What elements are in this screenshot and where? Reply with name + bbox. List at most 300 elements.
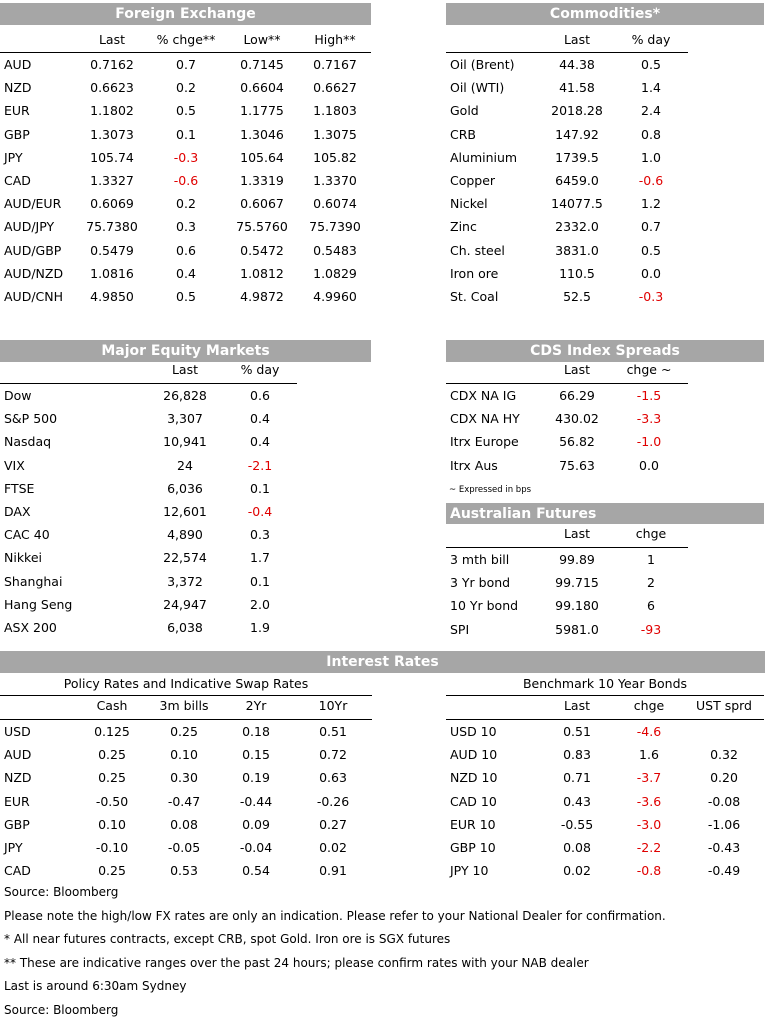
equity-row xyxy=(0,616,371,639)
commodity-row xyxy=(446,285,764,308)
equity-index: DAX xyxy=(4,504,31,519)
bond-name: JPY 10 xyxy=(450,863,489,879)
cds-index: CDX NA IG xyxy=(450,388,517,403)
fx-low: 1.1775 xyxy=(240,103,284,119)
commodity-last: 3831.0 xyxy=(555,242,599,258)
commodity-last: 1739.5 xyxy=(555,149,599,165)
fx-header-last: Last xyxy=(98,32,126,47)
equity-row xyxy=(0,570,371,593)
equity-day: 0.4 xyxy=(250,411,270,427)
policy-header-2yr: 2Yr xyxy=(245,698,267,713)
fx-row xyxy=(0,262,371,285)
equity-row xyxy=(0,523,371,546)
policy-10yr: 0.27 xyxy=(319,816,347,832)
policy-row xyxy=(0,766,372,789)
commodity-name: Aluminium xyxy=(450,149,518,165)
policy-3m-bills: 0.25 xyxy=(170,724,198,739)
equity-last: 3,372 xyxy=(167,573,203,589)
interest-divider-left xyxy=(0,695,372,696)
cds-col-headers xyxy=(446,361,764,383)
equity-day: 0.3 xyxy=(250,527,270,543)
fx-high: 1.3075 xyxy=(313,126,357,142)
bond-row xyxy=(446,720,764,743)
equity-last: 12,601 xyxy=(163,504,207,519)
policy-row xyxy=(0,836,372,859)
equity-last: 6,036 xyxy=(167,480,203,496)
policy-2yr: 0.54 xyxy=(242,863,270,879)
fx-last: 1.3327 xyxy=(90,173,134,188)
fx-low: 0.6604 xyxy=(240,80,284,96)
fx-chge: 0.2 xyxy=(176,80,196,96)
fx-high: 0.6627 xyxy=(313,80,357,96)
commodity-day: 0.5 xyxy=(641,57,661,72)
policy-3m-bills: 0.30 xyxy=(170,770,198,786)
bond-ust-spread: 0.32 xyxy=(710,747,738,763)
equity-row xyxy=(0,500,371,523)
bond-name: AUD 10 xyxy=(450,747,498,763)
bond-ust-spread: -0.49 xyxy=(707,863,741,879)
fx-title: Foreign Exchange xyxy=(0,3,371,26)
commodity-last: 14077.5 xyxy=(551,196,603,212)
fx-last: 0.6623 xyxy=(90,80,134,96)
interest-divider-right xyxy=(446,695,764,696)
equity-row xyxy=(0,593,371,616)
cds-last: 66.29 xyxy=(559,388,595,403)
equity-index: ASX 200 xyxy=(4,620,57,635)
fx-high: 1.1803 xyxy=(313,103,357,119)
commodity-name: CRB xyxy=(450,126,476,142)
bond-last: 0.71 xyxy=(563,770,591,786)
equity-index: Nikkei xyxy=(4,550,43,566)
fx-row xyxy=(0,123,371,146)
commodity-day: 0.7 xyxy=(641,219,661,235)
futures-chge: 1 xyxy=(647,552,655,567)
commodity-name: Ch. steel xyxy=(450,242,505,258)
cds-last: 75.63 xyxy=(559,457,595,473)
cds-chge: -1.0 xyxy=(636,434,662,450)
fx-row xyxy=(0,146,371,169)
fx-high: 0.6074 xyxy=(313,196,357,212)
fx-low: 75.5760 xyxy=(236,219,288,235)
futures-last: 99.180 xyxy=(555,598,599,614)
commodity-row xyxy=(446,146,764,169)
fx-row xyxy=(0,215,371,238)
cds-chge: -3.3 xyxy=(636,411,662,427)
equity-last: 24 xyxy=(177,457,193,473)
footnote-line: Source: Bloomberg xyxy=(4,1003,119,1017)
policy-10yr: 0.63 xyxy=(319,770,347,786)
policy-row xyxy=(0,720,372,743)
cds-last: 56.82 xyxy=(559,434,595,450)
bond-name: EUR 10 xyxy=(450,816,496,832)
policy-10yr: 0.02 xyxy=(319,840,347,855)
fx-row xyxy=(0,192,371,215)
policy-2yr: 0.19 xyxy=(242,770,270,786)
fx-low: 0.7145 xyxy=(240,57,284,72)
commodity-row xyxy=(446,239,764,262)
fx-col-headers xyxy=(0,30,371,52)
cds-title: CDS Index Spreads xyxy=(446,340,764,363)
fx-last: 4.9850 xyxy=(90,289,134,304)
fx-chge: 0.7 xyxy=(176,57,196,72)
interest-title: Interest Rates xyxy=(0,651,765,674)
equity-day: 2.0 xyxy=(250,596,270,612)
commodity-last: 110.5 xyxy=(559,265,595,281)
policy-currency: CAD xyxy=(4,863,31,879)
fx-high: 1.0829 xyxy=(313,265,357,281)
fx-row xyxy=(0,53,371,76)
fx-row xyxy=(0,99,371,122)
bond-ust-spread: -0.08 xyxy=(707,793,741,809)
fx-pair: AUD/EUR xyxy=(4,196,62,212)
policy-currency: AUD xyxy=(4,747,32,763)
cds-row xyxy=(446,454,764,477)
fx-pair: JPY xyxy=(4,149,23,165)
fx-pair: AUD/NZD xyxy=(4,265,64,281)
bonds-header-sprd: UST sprd xyxy=(696,698,752,713)
futures-row xyxy=(446,571,764,594)
fx-low: 105.64 xyxy=(240,149,284,165)
fx-last: 75.7380 xyxy=(86,219,138,235)
fx-chge: 0.5 xyxy=(176,289,196,304)
bond-last: 0.51 xyxy=(563,724,591,739)
equity-row xyxy=(0,477,371,500)
commodity-name: Zinc xyxy=(450,219,477,235)
fx-row xyxy=(0,169,371,192)
commodity-day: -0.6 xyxy=(638,173,664,188)
cds-chge: 0.0 xyxy=(639,457,659,473)
policy-header-bills: 3m bills xyxy=(159,698,209,713)
policy-3m-bills: -0.47 xyxy=(167,793,201,809)
equity-last: 6,038 xyxy=(167,620,203,635)
commodity-row xyxy=(446,192,764,215)
fx-chge: 0.6 xyxy=(176,242,196,258)
bond-name: NZD 10 xyxy=(450,770,498,786)
fx-last: 105.74 xyxy=(90,149,134,165)
equity-index: S&P 500 xyxy=(4,411,58,427)
futures-chge: 2 xyxy=(647,575,655,591)
commodity-last: 52.5 xyxy=(563,289,591,304)
cds-header-chge: chge ~ xyxy=(626,362,672,377)
policy-row xyxy=(0,743,372,766)
commodities-col-headers xyxy=(446,30,764,52)
commodity-row xyxy=(446,53,764,76)
commodity-row xyxy=(446,99,764,122)
commodity-last: 44.38 xyxy=(559,57,595,72)
fx-high: 4.9960 xyxy=(313,289,357,304)
commodity-name: Gold xyxy=(450,103,479,119)
futures-chge: -93 xyxy=(640,621,662,637)
cds-row xyxy=(446,430,764,453)
fx-chge: 0.4 xyxy=(176,265,196,281)
futures-contract: 10 Yr bond xyxy=(450,598,519,614)
policy-3m-bills: -0.05 xyxy=(167,840,201,855)
equity-row xyxy=(0,407,371,430)
bond-ust-spread: 0.20 xyxy=(710,770,738,786)
equity-row xyxy=(0,454,371,477)
fx-chge: -0.6 xyxy=(173,173,199,188)
fx-header-low: Low** xyxy=(243,32,281,47)
fx-last: 1.0816 xyxy=(90,265,134,281)
fx-chge: 0.3 xyxy=(176,219,196,235)
aus-futures-title: Australian Futures xyxy=(446,503,764,525)
fx-last: 0.5479 xyxy=(90,242,134,258)
equity-index: VIX xyxy=(4,457,25,473)
footnote-line: ** These are indicative ranges over the past 24 hours; please confirm rates with your NAB dealer xyxy=(4,955,589,970)
commodity-name: St. Coal xyxy=(450,289,499,304)
equity-day: 0.1 xyxy=(250,480,270,496)
policy-10yr: 0.51 xyxy=(319,724,347,739)
equity-day: -2.1 xyxy=(247,457,273,473)
fx-low: 0.6067 xyxy=(240,196,284,212)
equity-day: -0.4 xyxy=(247,504,273,519)
equity-day: 1.7 xyxy=(250,550,270,566)
commodity-row xyxy=(446,76,764,99)
policy-2yr: -0.44 xyxy=(239,793,273,809)
bond-row xyxy=(446,813,764,836)
aus-futures-header-last: Last xyxy=(563,526,591,541)
commodity-day: 1.4 xyxy=(641,80,661,96)
policy-3m-bills: 0.08 xyxy=(170,816,198,832)
policy-3m-bills: 0.10 xyxy=(170,747,198,763)
cds-index: Itrx Europe xyxy=(450,434,519,450)
fx-row xyxy=(0,239,371,262)
equity-index: Dow xyxy=(4,388,32,403)
fx-low: 1.3319 xyxy=(240,173,284,188)
policy-currency: GBP xyxy=(4,816,30,832)
equity-col-headers xyxy=(0,361,371,383)
futures-row xyxy=(446,594,764,617)
bonds-title: Benchmark 10 Year Bonds xyxy=(522,676,688,691)
fx-pair: AUD xyxy=(4,57,32,72)
commodity-row xyxy=(446,169,764,192)
futures-last: 5981.0 xyxy=(555,621,599,637)
bond-row xyxy=(446,743,764,766)
fx-low: 0.5472 xyxy=(240,242,284,258)
bonds-col-headers xyxy=(446,697,764,719)
fx-high: 105.82 xyxy=(313,149,357,165)
fx-chge: 0.1 xyxy=(176,126,196,142)
policy-cash: -0.50 xyxy=(95,793,129,809)
bond-last: 0.43 xyxy=(563,793,591,809)
cds-footnote: ~ Expressed in bps xyxy=(449,485,532,495)
fx-high: 75.7390 xyxy=(309,219,361,235)
fx-last: 1.3073 xyxy=(90,126,134,142)
equity-last: 22,574 xyxy=(163,550,207,566)
commodity-last: 41.58 xyxy=(559,80,595,96)
equity-index: Shanghai xyxy=(4,573,63,589)
fx-pair: GBP xyxy=(4,126,30,142)
equity-index: CAC 40 xyxy=(4,527,50,543)
equity-title: Major Equity Markets xyxy=(0,340,371,363)
fx-low: 1.0812 xyxy=(240,265,284,281)
futures-contract: 3 mth bill xyxy=(450,552,510,567)
fx-chge: 0.2 xyxy=(176,196,196,212)
commodity-row xyxy=(446,215,764,238)
policy-cash: 0.25 xyxy=(98,863,126,879)
footnote-line: Please note the high/low FX rates are only an indication. Please refer to your National Dealer for confirmation. xyxy=(4,908,666,923)
bond-chge: 1.6 xyxy=(639,747,659,763)
futures-row xyxy=(446,548,764,571)
bond-name: CAD 10 xyxy=(450,793,497,809)
bonds-header-chge: chge xyxy=(633,698,665,713)
cds-header-last: Last xyxy=(563,362,591,377)
cds-row xyxy=(446,384,764,407)
fx-pair: EUR xyxy=(4,103,30,119)
equity-last: 4,890 xyxy=(167,527,203,543)
equity-header-day: % day xyxy=(240,362,280,377)
equity-header-last: Last xyxy=(171,362,199,377)
policy-title: Policy Rates and Indicative Swap Rates xyxy=(63,676,309,691)
commodity-day: -0.3 xyxy=(638,289,664,304)
equity-index: FTSE xyxy=(4,480,35,496)
equity-last: 24,947 xyxy=(163,596,207,612)
commodities-header-last: Last xyxy=(563,32,591,47)
commodity-day: 0.5 xyxy=(641,242,661,258)
equity-day: 0.4 xyxy=(250,434,270,450)
bond-row xyxy=(446,766,764,789)
policy-cash: 0.25 xyxy=(98,747,126,763)
equity-index: Hang Seng xyxy=(4,596,73,612)
cds-index: Itrx Aus xyxy=(450,457,498,473)
policy-2yr: -0.04 xyxy=(239,840,273,855)
equity-row xyxy=(0,384,371,407)
commodity-name: Oil (Brent) xyxy=(450,57,515,72)
fx-header-chge: % chge** xyxy=(156,32,216,47)
aus-futures-col-headers xyxy=(446,525,764,547)
cds-index: CDX NA HY xyxy=(450,411,520,427)
fx-high: 0.7167 xyxy=(313,57,357,72)
policy-col-headers xyxy=(0,697,372,719)
policy-currency: NZD xyxy=(4,770,32,786)
fx-low: 1.3046 xyxy=(240,126,284,142)
bond-last: -0.55 xyxy=(560,816,594,832)
bond-chge: -4.6 xyxy=(636,724,662,739)
policy-row xyxy=(0,859,372,882)
bond-last: 0.08 xyxy=(563,840,591,855)
footnote-line: Source: Bloomberg xyxy=(4,885,119,899)
fx-pair: AUD/CNH xyxy=(4,289,64,304)
equity-index: Nasdaq xyxy=(4,434,52,450)
bond-row xyxy=(446,859,764,882)
policy-header-10yr: 10Yr xyxy=(318,698,348,713)
policy-header-cash: Cash xyxy=(96,698,128,713)
fx-chge: -0.3 xyxy=(173,149,199,165)
policy-currency: JPY xyxy=(4,840,23,855)
bond-chge: -0.8 xyxy=(636,863,662,879)
fx-row xyxy=(0,76,371,99)
fx-chge: 0.5 xyxy=(176,103,196,119)
futures-contract: SPI xyxy=(450,621,470,637)
equity-row xyxy=(0,430,371,453)
bond-chge: -3.7 xyxy=(636,770,662,786)
cds-chge: -1.5 xyxy=(636,388,662,403)
bond-name: USD 10 xyxy=(450,724,497,739)
futures-chge: 6 xyxy=(647,598,655,614)
policy-2yr: 0.09 xyxy=(242,816,270,832)
policy-10yr: -0.26 xyxy=(316,793,350,809)
commodity-day: 1.2 xyxy=(641,196,661,212)
commodity-name: Nickel xyxy=(450,196,488,212)
policy-row xyxy=(0,813,372,836)
fx-high: 0.5483 xyxy=(313,242,357,258)
policy-currency: USD xyxy=(4,724,31,739)
aus-futures-header-chge: chge xyxy=(635,526,667,541)
commodities-header-day: % day xyxy=(631,32,671,47)
bond-name: GBP 10 xyxy=(450,840,496,855)
policy-cash: -0.10 xyxy=(95,840,129,855)
fx-last: 1.1802 xyxy=(90,103,134,119)
equity-day: 0.1 xyxy=(250,573,270,589)
commodity-row xyxy=(446,123,764,146)
commodity-last: 6459.0 xyxy=(555,173,599,188)
bonds-header-last: Last xyxy=(563,698,591,713)
bond-row xyxy=(446,836,764,859)
fx-high: 1.3370 xyxy=(313,173,357,188)
fx-last: 0.7162 xyxy=(90,57,134,72)
policy-2yr: 0.18 xyxy=(242,724,270,739)
fx-pair: AUD/GBP xyxy=(4,242,62,258)
fx-header-high: High** xyxy=(314,32,356,47)
equity-day: 1.9 xyxy=(250,620,270,635)
policy-currency: EUR xyxy=(4,793,30,809)
fx-pair: NZD xyxy=(4,80,32,96)
equity-last: 3,307 xyxy=(167,411,203,427)
equity-last: 10,941 xyxy=(163,434,207,450)
fx-last: 0.6069 xyxy=(90,196,134,212)
footnote-line: Last is around 6:30am Sydney xyxy=(4,979,187,994)
equity-day: 0.6 xyxy=(250,388,270,403)
equity-row xyxy=(0,546,371,569)
commodity-row xyxy=(446,262,764,285)
futures-contract: 3 Yr bond xyxy=(450,575,511,591)
fx-row xyxy=(0,285,371,308)
commodity-last: 2018.28 xyxy=(551,103,603,119)
bond-ust-spread: -1.06 xyxy=(707,816,741,832)
policy-2yr: 0.15 xyxy=(242,747,270,763)
policy-3m-bills: 0.53 xyxy=(170,863,198,879)
bond-last: 0.83 xyxy=(563,747,591,763)
fx-pair: AUD/JPY xyxy=(4,219,55,235)
commodity-last: 147.92 xyxy=(555,126,599,142)
commodity-name: Copper xyxy=(450,173,496,188)
commodity-day: 0.8 xyxy=(641,126,661,142)
cds-last: 430.02 xyxy=(555,411,599,427)
commodity-last: 2332.0 xyxy=(555,219,599,235)
futures-row xyxy=(446,618,764,641)
bond-row xyxy=(446,790,764,813)
bond-chge: -3.0 xyxy=(636,816,662,832)
commodities-title: Commodities* xyxy=(446,3,764,26)
fx-low: 4.9872 xyxy=(240,289,284,304)
futures-last: 99.89 xyxy=(559,552,595,567)
policy-cash: 0.125 xyxy=(94,724,130,739)
footnote-line: * All near futures contracts, except CRB, spot Gold. Iron ore is SGX futures xyxy=(4,932,451,947)
futures-last: 99.715 xyxy=(555,575,599,591)
bond-chge: -3.6 xyxy=(636,793,662,809)
bond-last: 0.02 xyxy=(563,863,591,879)
policy-10yr: 0.91 xyxy=(319,863,347,879)
policy-cash: 0.10 xyxy=(98,816,126,832)
policy-10yr: 0.72 xyxy=(319,747,347,763)
bond-chge: -2.2 xyxy=(636,840,662,855)
equity-last: 26,828 xyxy=(163,388,207,403)
commodity-day: 2.4 xyxy=(641,103,661,119)
commodity-day: 0.0 xyxy=(641,265,661,281)
bond-ust-spread: -0.43 xyxy=(707,840,741,855)
commodity-name: Oil (WTI) xyxy=(450,80,505,96)
commodity-day: 1.0 xyxy=(641,149,661,165)
